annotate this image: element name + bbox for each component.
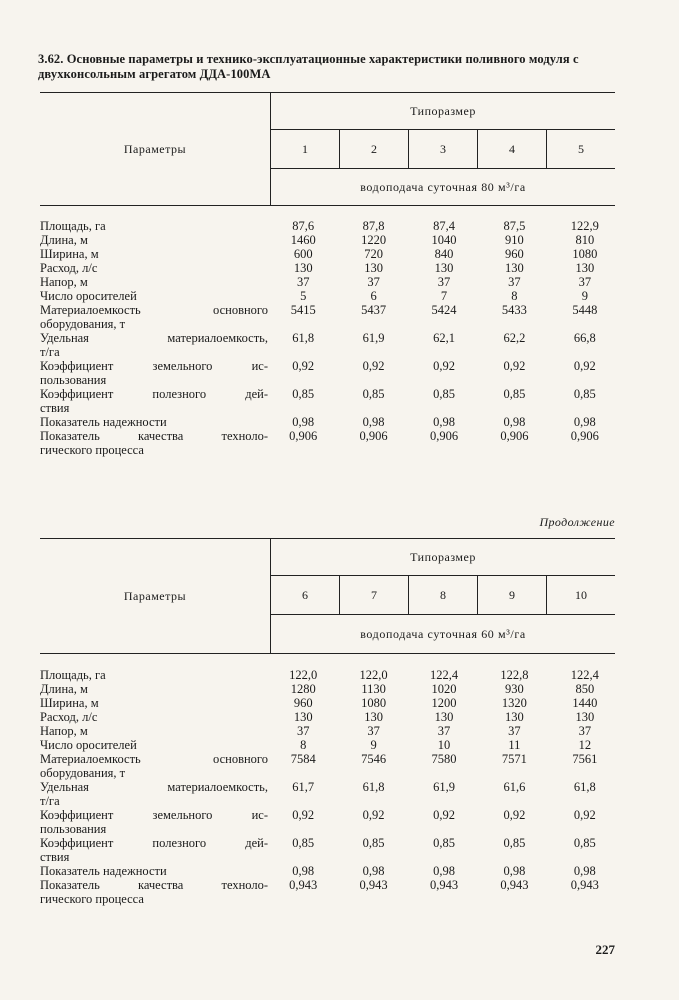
table-row bbox=[40, 808, 620, 836]
value-cell: 130 bbox=[505, 710, 524, 724]
value-cell: 0,98 bbox=[433, 415, 455, 429]
param-name bbox=[40, 289, 268, 303]
param-name-line: Длина, м bbox=[40, 682, 88, 696]
param-header: Параметры bbox=[40, 93, 271, 205]
table-row bbox=[40, 415, 620, 429]
param-name bbox=[40, 696, 268, 710]
value-cell: 0,92 bbox=[503, 359, 526, 373]
param-name-line: т/га bbox=[40, 345, 60, 359]
value-cell: 7546 bbox=[361, 752, 387, 766]
param-name-line: ствия bbox=[40, 850, 70, 864]
table-body-2 bbox=[40, 668, 620, 906]
value-cell: 61,8 bbox=[573, 780, 596, 794]
value-cell: 130 bbox=[293, 261, 313, 275]
param-name bbox=[40, 668, 268, 682]
table-row bbox=[40, 752, 620, 780]
value-cell: 0,943 bbox=[359, 878, 388, 892]
value-cell: 0,98 bbox=[292, 415, 315, 429]
value-cell: 930 bbox=[505, 682, 524, 696]
param-name bbox=[40, 331, 268, 359]
value-cell: 1460 bbox=[290, 233, 316, 247]
param-name bbox=[40, 878, 268, 906]
value-cell: 37 bbox=[437, 724, 451, 738]
param-name bbox=[40, 710, 268, 724]
value-cell: 37 bbox=[437, 275, 451, 289]
value-cell: 1040 bbox=[431, 233, 457, 247]
value-cell: 7571 bbox=[501, 752, 527, 766]
value-cell: 62,1 bbox=[433, 331, 455, 345]
value-cell: 61,9 bbox=[433, 780, 455, 794]
value-cell: 11 bbox=[508, 738, 521, 752]
value-cell: 0,906 bbox=[429, 429, 459, 443]
value-cell: 1200 bbox=[431, 696, 457, 710]
value-cell: 12 bbox=[578, 738, 592, 752]
param-name-line: пользования bbox=[40, 822, 107, 836]
value-cell: 810 bbox=[575, 233, 595, 247]
param-name-line: Показатель качества техноло- bbox=[40, 878, 268, 892]
table-body-1 bbox=[40, 219, 620, 457]
value-cell: 960 bbox=[293, 696, 313, 710]
table-row bbox=[40, 878, 620, 906]
size-numbers-row bbox=[271, 130, 615, 169]
value-cell: 0,98 bbox=[503, 864, 526, 878]
value-cell: 0,906 bbox=[359, 429, 388, 443]
param-name-line: Коэффициент земельного ис- bbox=[40, 808, 268, 822]
value-cell: 9 bbox=[370, 738, 377, 752]
param-name-line: Число оросителей bbox=[40, 289, 137, 303]
value-cell: 122,4 bbox=[570, 668, 599, 682]
value-cell: 5424 bbox=[431, 303, 457, 317]
value-cell: 0,98 bbox=[292, 864, 315, 878]
value-cell: 0,85 bbox=[292, 387, 315, 401]
param-name-line: оборудования, т bbox=[40, 766, 126, 780]
value-cell: 61,7 bbox=[292, 780, 315, 794]
param-name bbox=[40, 247, 268, 261]
value-cell: 87,6 bbox=[292, 219, 315, 233]
value-cell: 87,8 bbox=[362, 219, 385, 233]
param-name bbox=[40, 682, 268, 696]
param-name-line: Число оросителей bbox=[40, 738, 137, 752]
value-cell: 1320 bbox=[501, 696, 527, 710]
table-row bbox=[40, 836, 620, 864]
table-row bbox=[40, 387, 620, 415]
param-name-line: Напор, м bbox=[40, 724, 88, 738]
value-cell: 7584 bbox=[290, 752, 316, 766]
value-cell: 1080 bbox=[572, 247, 598, 261]
value-cell: 7 bbox=[440, 289, 448, 303]
value-cell: 61,8 bbox=[292, 331, 315, 345]
value-cell: 840 bbox=[434, 247, 454, 261]
param-name bbox=[40, 415, 268, 429]
value-cell: 87,5 bbox=[503, 219, 526, 233]
value-cell: 0,906 bbox=[289, 429, 318, 443]
param-name bbox=[40, 808, 268, 836]
param-name-line: Ширина, м bbox=[40, 696, 99, 710]
value-cell: 0,92 bbox=[573, 808, 596, 822]
param-name bbox=[40, 864, 268, 878]
value-cell: 122,9 bbox=[570, 219, 599, 233]
value-cell: 1130 bbox=[361, 682, 386, 696]
size-number: 4 bbox=[478, 130, 547, 168]
value-cell: 0,943 bbox=[429, 878, 459, 892]
value-cell: 0,943 bbox=[570, 878, 599, 892]
param-name bbox=[40, 261, 268, 275]
value-cell: 130 bbox=[434, 261, 454, 275]
value-cell: 0,85 bbox=[573, 836, 596, 850]
table-row bbox=[40, 289, 620, 303]
param-name-line: пользования bbox=[40, 373, 107, 387]
param-name-line: Коэффициент земельного ис- bbox=[40, 359, 268, 373]
value-cell: 37 bbox=[508, 275, 521, 289]
value-cell: 0,85 bbox=[362, 836, 385, 850]
value-cell: 1020 bbox=[431, 682, 457, 696]
value-cell: 5448 bbox=[572, 303, 598, 317]
table-title: 3.62. Основные параметры и технико-эксплуатационные характеристики поливного модуля с двухконсольным агрегатом ДДА-100МА bbox=[38, 52, 579, 81]
value-cell: 130 bbox=[293, 710, 313, 724]
value-cell: 7561 bbox=[572, 752, 598, 766]
param-name-line: оборудования, т bbox=[40, 317, 126, 331]
param-name-line: Материалоемкость основного bbox=[40, 303, 268, 317]
table-row bbox=[40, 233, 620, 247]
value-cell: 7580 bbox=[431, 752, 457, 766]
value-cell: 850 bbox=[575, 682, 595, 696]
value-cell: 0,92 bbox=[362, 808, 385, 822]
size-number: 2 bbox=[340, 130, 409, 168]
value-cell: 37 bbox=[508, 724, 521, 738]
value-cell: 5433 bbox=[501, 303, 527, 317]
value-cell: 37 bbox=[367, 275, 380, 289]
size-numbers-row bbox=[271, 576, 615, 615]
value-cell: 0,85 bbox=[503, 387, 526, 401]
param-name bbox=[40, 233, 268, 247]
value-cell: 0,943 bbox=[500, 878, 529, 892]
table-header-2 bbox=[40, 538, 615, 654]
value-cell: 37 bbox=[578, 275, 592, 289]
table-row bbox=[40, 303, 620, 331]
value-cell: 0,85 bbox=[292, 836, 315, 850]
table-row bbox=[40, 864, 620, 878]
size-number: 10 bbox=[575, 587, 587, 602]
param-name-line: Ширина, м bbox=[40, 247, 99, 261]
water-supply-label: водоподача суточная 60 м³/га bbox=[360, 626, 526, 641]
value-cell: 0,92 bbox=[503, 808, 526, 822]
param-name-line: Площадь, га bbox=[40, 668, 106, 682]
param-name bbox=[40, 724, 268, 738]
value-cell: 122,8 bbox=[500, 668, 529, 682]
param-name-line: Площадь, га bbox=[40, 219, 106, 233]
value-cell: 61,9 bbox=[362, 331, 385, 345]
value-cell: 37 bbox=[296, 724, 310, 738]
value-cell: 910 bbox=[505, 233, 524, 247]
value-cell: 61,8 bbox=[362, 780, 385, 794]
value-cell: 62,2 bbox=[503, 331, 526, 345]
value-cell: 0,92 bbox=[292, 808, 315, 822]
value-cell: 0,906 bbox=[500, 429, 529, 443]
value-cell: 8 bbox=[300, 738, 307, 752]
param-name-line: гического процесса bbox=[40, 892, 144, 906]
value-cell: 87,4 bbox=[433, 219, 455, 233]
value-cell: 0,85 bbox=[433, 836, 455, 850]
value-cell: 37 bbox=[367, 724, 380, 738]
value-cell: 0,85 bbox=[362, 387, 385, 401]
value-cell: 130 bbox=[575, 710, 595, 724]
table-row bbox=[40, 261, 620, 275]
table-row bbox=[40, 219, 620, 233]
table-row bbox=[40, 359, 620, 387]
param-name bbox=[40, 387, 268, 415]
value-cell: 0,92 bbox=[292, 359, 315, 373]
value-cell: 122,4 bbox=[429, 668, 459, 682]
size-number: 7 bbox=[340, 576, 409, 614]
table-row bbox=[40, 247, 620, 261]
value-cell: 0,98 bbox=[362, 864, 385, 878]
table-header-1 bbox=[40, 92, 615, 206]
table-row bbox=[40, 696, 620, 710]
table-row bbox=[40, 710, 620, 724]
param-name-line: т/га bbox=[40, 794, 60, 808]
value-cell: 1220 bbox=[361, 233, 387, 247]
value-cell: 9 bbox=[581, 289, 588, 303]
value-cell: 130 bbox=[505, 261, 524, 275]
param-name-line: Расход, л/с bbox=[40, 710, 98, 724]
param-name-line: гического процесса bbox=[40, 443, 144, 457]
value-cell: 1080 bbox=[361, 696, 387, 710]
value-cell: 0,98 bbox=[433, 864, 455, 878]
value-cell: 0,98 bbox=[573, 415, 596, 429]
param-name bbox=[40, 303, 268, 331]
param-name bbox=[40, 359, 268, 387]
table-row bbox=[40, 738, 620, 752]
table-row bbox=[40, 275, 620, 289]
size-number: 8 bbox=[409, 576, 478, 614]
value-cell: 130 bbox=[364, 710, 383, 724]
value-cell: 130 bbox=[364, 261, 383, 275]
table-row bbox=[40, 780, 620, 808]
param-name-line: Материалоемкость основного bbox=[40, 752, 268, 766]
value-cell: 1440 bbox=[572, 696, 598, 710]
value-cell: 5437 bbox=[361, 303, 387, 317]
value-cell: 37 bbox=[296, 275, 310, 289]
param-name-line: Напор, м bbox=[40, 275, 88, 289]
param-name bbox=[40, 738, 268, 752]
param-name-line: Расход, л/с bbox=[40, 261, 98, 275]
value-cell: 6 bbox=[370, 289, 377, 303]
param-name-line: Показатель надежности bbox=[40, 415, 167, 429]
param-name bbox=[40, 429, 268, 457]
param-name bbox=[40, 752, 268, 780]
value-cell: 0,85 bbox=[573, 387, 596, 401]
param-name-line: Удельная материалоемкость, bbox=[40, 331, 268, 345]
table-row bbox=[40, 668, 620, 682]
value-cell: 0,92 bbox=[362, 359, 385, 373]
continuation-label: Продолжение bbox=[539, 515, 615, 529]
size-number: 6 bbox=[271, 576, 340, 614]
param-name bbox=[40, 219, 268, 233]
value-cell: 122,0 bbox=[359, 668, 388, 682]
water-supply-label: водоподача суточная 80 м³/га bbox=[360, 179, 526, 194]
param-header: Параметры bbox=[40, 539, 271, 653]
size-number: 9 bbox=[478, 576, 547, 614]
value-cell: 0,92 bbox=[433, 359, 455, 373]
value-cell: 8 bbox=[511, 289, 518, 303]
param-name-line: Показатель качества техноло- bbox=[40, 429, 268, 443]
value-cell: 122,0 bbox=[289, 668, 318, 682]
param-name bbox=[40, 836, 268, 864]
value-cell: 0,85 bbox=[433, 387, 455, 401]
value-cell: 600 bbox=[293, 247, 313, 261]
value-cell: 5415 bbox=[290, 303, 316, 317]
size-number: 3 bbox=[409, 130, 478, 168]
value-cell: 0,92 bbox=[433, 808, 455, 822]
value-cell: 1280 bbox=[290, 682, 316, 696]
value-cell: 0,906 bbox=[570, 429, 599, 443]
value-cell: 0,98 bbox=[503, 415, 526, 429]
param-name-line: ствия bbox=[40, 401, 70, 415]
value-cell: 0,943 bbox=[289, 878, 318, 892]
value-cell: 66,8 bbox=[573, 331, 596, 345]
type-header: Типоразмер bbox=[271, 93, 615, 130]
page-number: 227 bbox=[595, 942, 615, 957]
size-number: 5 bbox=[578, 141, 584, 156]
value-cell: 37 bbox=[578, 724, 592, 738]
value-cell: 0,98 bbox=[573, 864, 596, 878]
param-name-line: Удельная материалоемкость, bbox=[40, 780, 268, 794]
value-cell: 10 bbox=[437, 738, 451, 752]
table-row bbox=[40, 331, 620, 359]
size-number: 1 bbox=[271, 130, 340, 168]
table-row bbox=[40, 724, 620, 738]
value-cell: 130 bbox=[434, 710, 454, 724]
value-cell: 5 bbox=[300, 289, 307, 303]
value-cell: 720 bbox=[364, 247, 383, 261]
param-name bbox=[40, 780, 268, 808]
param-name-line: Коэффициент полезного дей- bbox=[40, 387, 268, 401]
param-name-line: Коэффициент полезного дей- bbox=[40, 836, 268, 850]
value-cell: 0,85 bbox=[503, 836, 526, 850]
param-name-line: Показатель надежности bbox=[40, 864, 167, 878]
type-header: Типоразмер bbox=[271, 539, 615, 576]
table-row bbox=[40, 682, 620, 696]
param-name bbox=[40, 275, 268, 289]
value-cell: 0,98 bbox=[362, 415, 385, 429]
value-cell: 61,6 bbox=[503, 780, 526, 794]
value-cell: 960 bbox=[505, 247, 524, 261]
param-name-line: Длина, м bbox=[40, 233, 88, 247]
value-cell: 130 bbox=[575, 261, 595, 275]
value-cell: 0,92 bbox=[573, 359, 596, 373]
table-row bbox=[40, 429, 620, 457]
